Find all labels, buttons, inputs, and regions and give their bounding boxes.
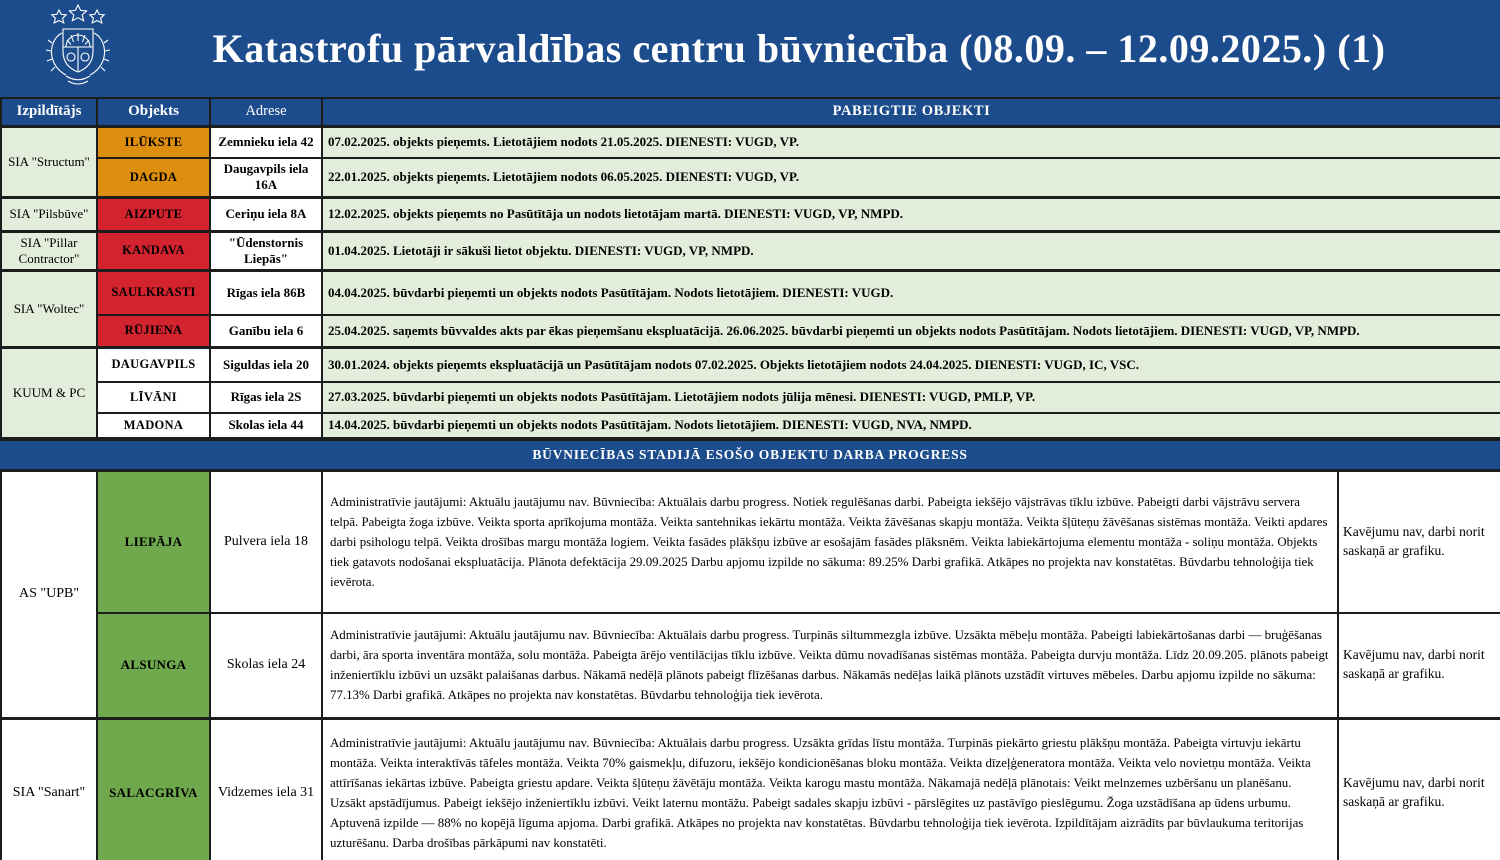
status-cell: 30.01.2024. objekts pieņemts ekspluatācijā un Pasūtītājam nodots 07.02.2025. Objekts lietotājiem nodots 24.04.2025. DIENESTI: VUGD, IC, VSC. (322, 348, 1500, 382)
address-cell: Siguldas iela 20 (210, 348, 322, 382)
object-cell: LIEPĀJA (97, 470, 210, 613)
object-cell: ALSUNGA (97, 613, 210, 718)
address-cell: Zemnieku iela 42 (210, 126, 322, 158)
object-cell: ILŪKSTE (97, 126, 210, 158)
column-header-object: Objekts (97, 98, 210, 126)
table-row (1, 315, 1500, 348)
object-cell: KANDAVA (97, 231, 210, 271)
object-cell: LĪVĀNI (97, 382, 210, 413)
object-cell: DAUGAVPILS (97, 348, 210, 382)
address-cell: Daugavpils iela 16A (210, 158, 322, 197)
executor-cell: SIA "Pillar Contractor" (1, 231, 97, 271)
table-row (1, 382, 1500, 413)
executor-cell: KUUM & PC (1, 348, 97, 438)
table-row (1, 197, 1500, 231)
column-header-address: Adrese (210, 98, 322, 126)
progress-cell: Administratīvie jautājumi: Aktuālu jautājumu nav. Būvniecība: Aktuālais darbu progress. Notiek regulēšanas darbi. Pabeigta iekšējo vājstrāvas tīklu izbūve. Pabeigti darbi vājstrāvu servera telpā. Pabeigta žoga izbūve. Veikta sporta aprīkojuma montāža. Veikta santehnikas iekārtu montāža. Veikta žāvēšanas skapju montāža. Veikta šļūteņu žāvēšanas sistēmas montāža. Veikti apdares darbi psihologu telpā. Veikta drošības margu montāža logiem. Veikta fasādes plākšņu izbūve ar esošajām fasādes plāksnēm. Veikta labiekārtojuma elementu montāža - soliņu montāža. Objekts tiek gatavots nodošanai ekspluatācija. Plānota defektācija 29.09.2025 Darbu apjomu izpilde no sākuma: 89.25% Darbi grafikā. Atkāpes no projekta nav konstatētas. Būvdarbu tehnoloģija tiek ievērota. (322, 470, 1338, 613)
in-progress-table (0, 469, 1500, 860)
table-row (1, 231, 1500, 271)
executor-cell: SIA "Sanart" (1, 718, 97, 860)
table-header-row (1, 98, 1500, 126)
executor-cell: AS "UPB" (1, 470, 97, 718)
table-row (1, 613, 1500, 718)
address-cell: Pulvera iela 18 (210, 470, 322, 613)
table-row (1, 126, 1500, 158)
completed-objects-table (0, 97, 1500, 439)
executor-cell: SIA "Woltec" (1, 271, 97, 348)
progress-cell: Administratīvie jautājumi: Aktuālu jautājumu nav. Būvniecība: Aktuālais darbu progress. Turpinās siltummezgla izbūve. Uzsākta mēbeļu montāža. Pabeigti labiekārtošanas darbi — bruģēšanas darbi, āra sporta inventāra montāža, solu montāža. Pabeigta ārējo ventilācijas tīklu izbūve. Veikta dūmu novadīšanas sistēmas montāža. Pabeigta durvju montāža. Līdz 20.09.205. plānots pabeigt inženiertīklu izbūvi un uzsākt palaišanas darbus. Nākamā nedēļā plānots pabeigt flīzēšanas darbus. Nākamās nedēļas laikā plānots uzstādīt virtuves mēbeles. Darbu apjomu izpilde no sākuma: 77.13% Darbi grafikā. Atkāpes no projekta nav konstatētas. Būvdarbu tehnoloģija tiek ievērota. (322, 613, 1338, 718)
table-row (1, 348, 1500, 382)
table-row (1, 158, 1500, 197)
address-cell: Rīgas iela 86B (210, 271, 322, 315)
column-header-status: PABEIGTIE OBJEKTI (322, 98, 1500, 126)
status-cell: 12.02.2025. objekts pieņemts no Pasūtītāja un nodots lietotājam martā. DIENESTI: VUGD, VP, NMPD. (322, 197, 1500, 231)
column-header-executor: Izpildītājs (1, 98, 97, 126)
delay-cell: Kavējumu nav, darbi norit saskaņā ar grafiku. (1338, 613, 1500, 718)
status-cell: 01.04.2025. Lietotāji ir sākuši lietot objektu. DIENESTI: VUGD, VP, NMPD. (322, 231, 1500, 271)
status-cell: 14.04.2025. būvdarbi pieņemti un objekts nodots Pasūtītājam. Nodots lietotājiem. DIENESTI: VUGD, NVA, NMPD. (322, 413, 1500, 438)
progress-cell: Administratīvie jautājumi: Aktuālu jautājumu nav. Būvniecība: Aktuālais darbu progress. Uzsākta grīdas līstu montāža. Turpinās piekārto griestu plākšņu montāža. Pabeigta virtuvju iekārtu montāža. Veikta interaktīvās tāfeles montāža. Veikta 70% gaismekļu, difuzoru, iekšējo kondicionēšanas bloku montāža. Veikta dīzeļģeneratora montāža. Veikta velo novietņu montāža. Veikta attīrīšanas iekārtas izbūve. Pabeigta griestu apdare. Veikta šļūteņu žāvētāju montāža. Veikta karogu mastu montāža. Nākamajā nedēļā plānotais: Veikt melnzemes uzbēršanu un planēšanu. Uzsākt apstādījumus. Pabeigt iekšējo inženiertīklu izbūvi. Veikt laternu montāžu. Pabeigt sadales skapju izbūvi - pārslēgites uz pastāvīgo pieslēgumu. Žoga uzstādīšana ap ūdens urbumu. Aptuvenā izpilde — 88% no kopējā līguma apjoma. Darbi grafikā. Atkāpes no projekta nav konstatētas. Būvdarbu tehnoloģija tiek ievērota. Izpildītājam aizrādīts par būvlaukuma teritorijas uzturēšanu. Darba drošības pārkāpumi nav konstatēti. (322, 718, 1338, 860)
address-cell: Vidzemes iela 31 (210, 718, 322, 860)
object-cell: DAGDA (97, 158, 210, 197)
object-cell: RŪJIENA (97, 315, 210, 348)
status-cell: 22.01.2025. objekts pieņemts. Lietotājiem nodots 06.05.2025. DIENESTI: VUGD, VP. (322, 158, 1500, 197)
table-row (1, 718, 1500, 860)
object-cell: AIZPUTE (97, 197, 210, 231)
delay-cell: Kavējumu nav, darbi norit saskaņā ar grafiku. (1338, 470, 1500, 613)
status-cell: 27.03.2025. būvdarbi pieņemti un objekts nodots Pasūtītājam. Lietotājiem nodots jūlija mēnesi. DIENESTI: VUGD, PMLP, VP. (322, 382, 1500, 413)
section-header: BŪVNIECĪBAS STADIJĀ ESOŠO OBJEKTU DARBA PROGRESS (0, 439, 1500, 469)
status-cell: 07.02.2025. objekts pieņemts. Lietotājiem nodots 21.05.2025. DIENESTI: VUGD, VP. (322, 126, 1500, 158)
page-title: Katastrofu pārvaldības centru būvniecība (08.09. – 12.09.2025.) (1) (212, 26, 1386, 71)
status-cell: 25.04.2025. saņemts būvvaldes akts par ēkas pieņemšanu ekspluatācijā. 26.06.2025. būvdarbi pieņemti un objekts nodots Pasūtītājam. Nodots lietotājiem. DIENESTI: VUGD, VP, NMPD. (322, 315, 1500, 348)
table-row (1, 271, 1500, 315)
latvia-coat-of-arms-icon (38, 3, 118, 94)
address-cell: Ceriņu iela 8A (210, 197, 322, 231)
address-cell: Ganību iela 6 (210, 315, 322, 348)
page-header (0, 0, 1500, 97)
address-cell: Skolas iela 44 (210, 413, 322, 438)
executor-cell: SIA "Structum" (1, 126, 97, 197)
address-cell: Skolas iela 24 (210, 613, 322, 718)
address-cell: "Ūdenstornis Liepās" (210, 231, 322, 271)
address-cell: Rīgas iela 2S (210, 382, 322, 413)
status-cell: 04.04.2025. būvdarbi pieņemti un objekts nodots Pasūtītājam. Nodots lietotājiem. DIENESTI: VUGD. (322, 271, 1500, 315)
object-cell: SAULKRASTI (97, 271, 210, 315)
object-cell: MADONA (97, 413, 210, 438)
object-cell: SALACGRĪVA (97, 718, 210, 860)
delay-cell: Kavējumu nav, darbi norit saskaņā ar grafiku. (1338, 718, 1500, 860)
executor-cell: SIA "Pilsbūve" (1, 197, 97, 231)
table-row (1, 470, 1500, 613)
table-row (1, 413, 1500, 438)
